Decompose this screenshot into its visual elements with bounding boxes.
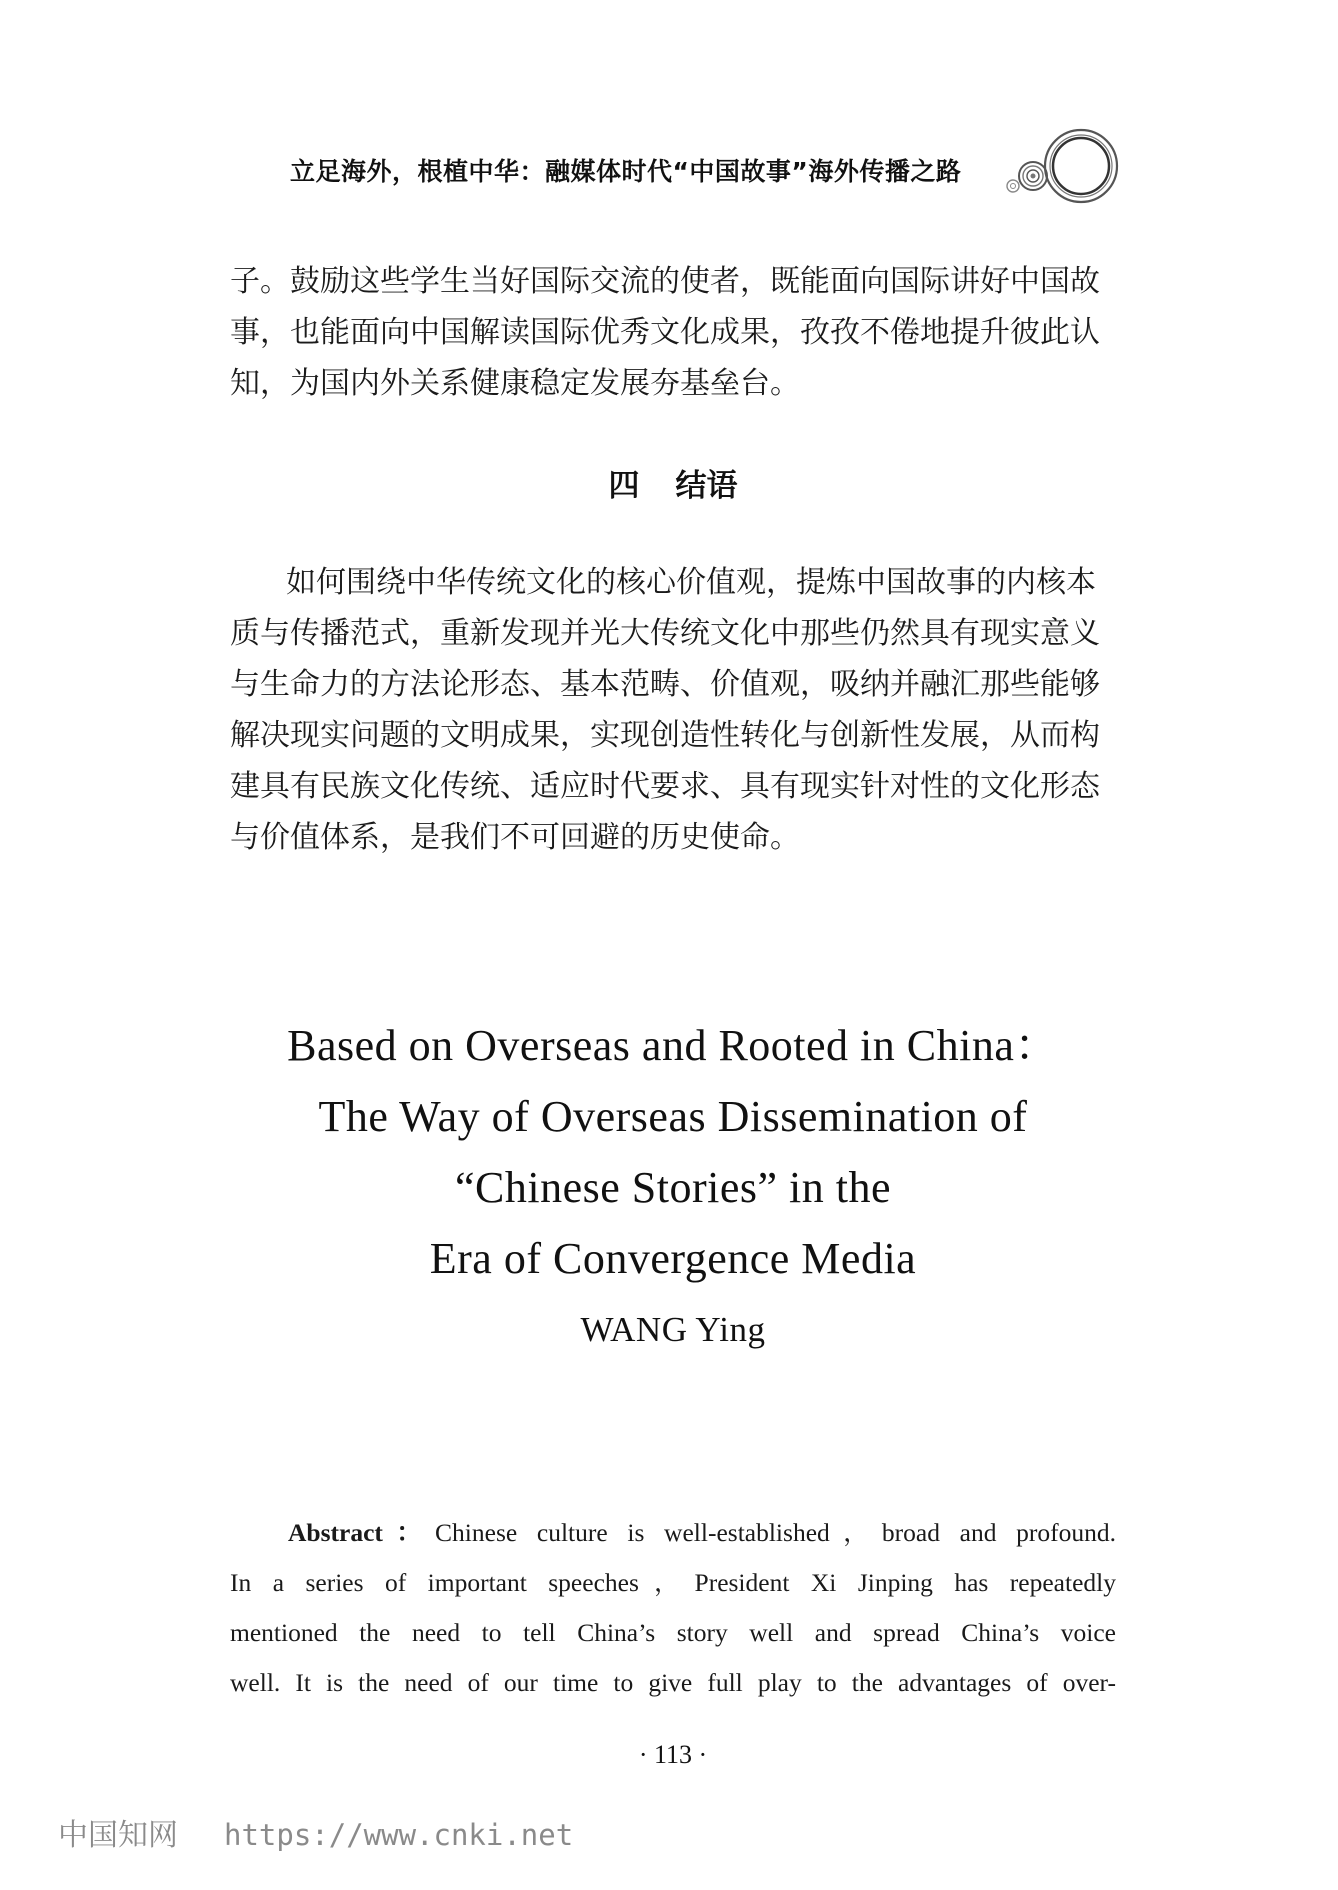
conclusion-paragraph [230, 557, 1116, 863]
section-number: 四 [608, 468, 640, 504]
section-title: 结语 [675, 468, 738, 504]
text-line: 子。鼓励这些学生当好国际交流的使者，既能面向国际讲好中国故 [230, 264, 1100, 299]
abstract-line: mentioned the need to tell China’s story well and spread China’s voice [230, 1618, 1116, 1647]
text-line: 质与传播范式，重新发现并光大传统文化中那些仍然具有现实意义 [230, 616, 1100, 651]
english-abstract [230, 1508, 1116, 1708]
text-line: 如何围绕中华传统文化的核心价值观，提炼中国故事的内核本 [286, 565, 1096, 600]
text-line: 与生命力的方法论形态、基本范畴、价值观，吸纳并融汇那些能够 [230, 667, 1100, 702]
author-name: WANG Ying [580, 1310, 766, 1349]
watermark-url: https://www.cnki.net [224, 1818, 574, 1852]
running-header-title: 立足海外，根植中华：融媒体时代“中国故事”海外传播之路 [290, 157, 962, 186]
title-line: Era of Convergence Media [429, 1234, 917, 1283]
body-paragraph-continued [230, 256, 1116, 409]
text-line: 知，为国内外关系健康稳定发展夯基垒台。 [230, 366, 800, 401]
page-number: · 113 · [638, 1740, 708, 1769]
section-heading [230, 460, 1116, 505]
title-line: Based on Overseas and Rooted in China： [287, 1021, 1059, 1070]
cnki-watermark [58, 1810, 573, 1854]
abstract-line: In a series of important speeches，President Xi Jinping has repeatedly [230, 1568, 1116, 1597]
abstract-line [230, 1508, 1116, 1558]
abstract-text: Chinese culture is well-established，broad and profound. [435, 1518, 1117, 1547]
title-line: The Way of Overseas Dissemination of [318, 1092, 1028, 1141]
text-line: 建具有民族文化传统、适应时代要求、具有现实针对性的文化形态 [230, 769, 1100, 804]
watermark-brand: 中国知网 [58, 1818, 178, 1853]
english-title [230, 1010, 1116, 1294]
text-line: 与价值体系，是我们不可回避的历史使命。 [230, 820, 800, 855]
abstract-line: well. It is the need of our time to give full play to the advantages of over- [230, 1668, 1116, 1697]
text-line: 事，也能面向中国解读国际优秀文化成果，孜孜不倦地提升彼此认 [230, 315, 1100, 350]
title-line: “Chinese Stories” in the [454, 1163, 891, 1212]
concentric-circles-emblem-icon [1005, 128, 1123, 212]
abstract-label: Abstract： [288, 1518, 436, 1547]
text-line: 解决现实问题的文明成果，实现创造性转化与创新性发展，从而构 [230, 718, 1100, 753]
